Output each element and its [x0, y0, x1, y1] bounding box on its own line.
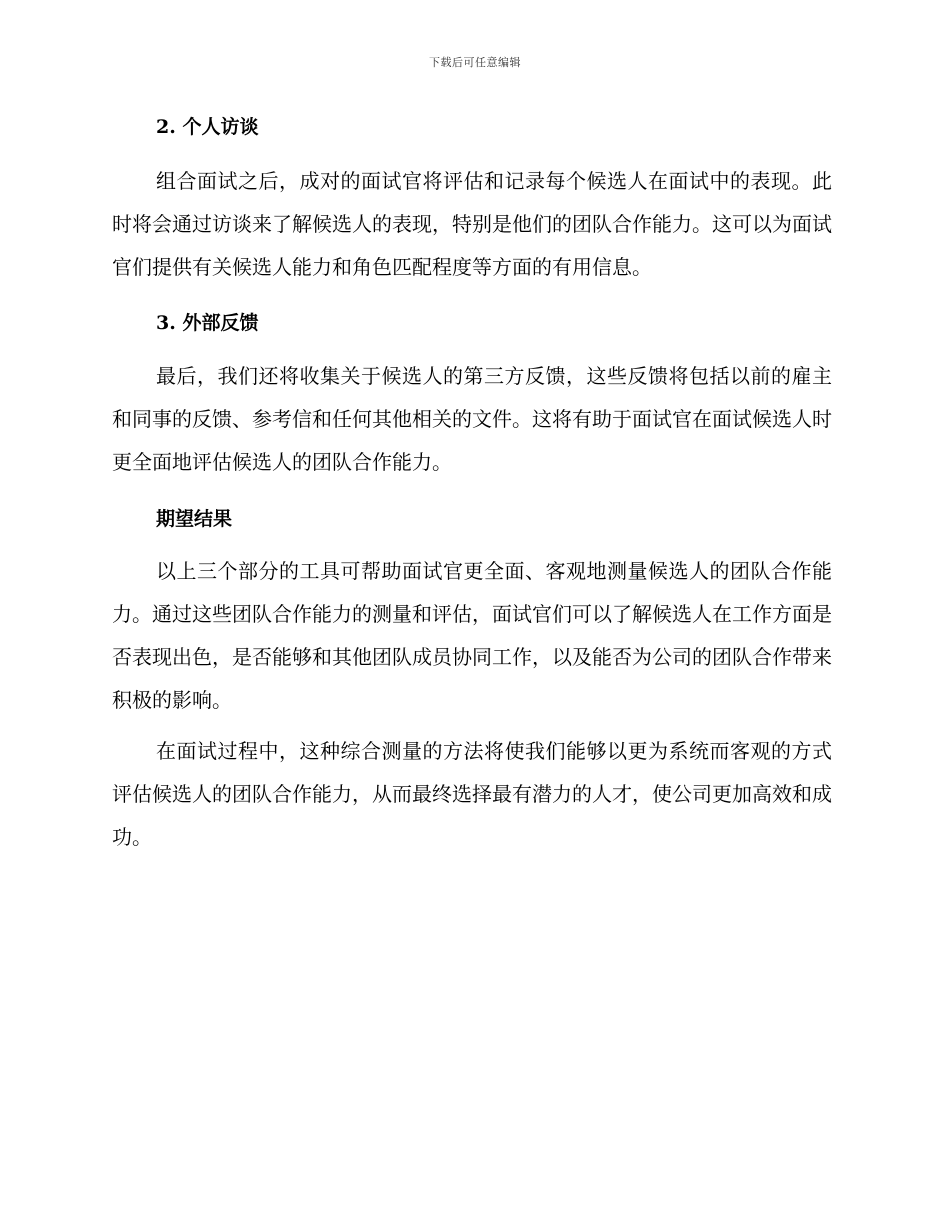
section-heading-interview: 2. 个人访谈 — [156, 116, 259, 138]
section-heading-expected-results: 期望结果 — [156, 508, 233, 530]
section-heading-external-feedback: 3. 外部反馈 — [156, 312, 259, 334]
page-header: 下载后可任意编辑 — [429, 56, 521, 69]
paragraph-interview: 组合面试之后，成对的面试官将评估和记录每个候选人在面试中的表现。此时将会通过访谈来了解候选人的表现，特别是他们的团队合作能力。这可以为面试官们提供有关候选人能力和角色匹配程度等方面的有用信息。 — [112, 169, 832, 279]
paragraph-expected-results: 以上三个部分的工具可帮助面试官更全面、客观地测量候选人的团队合作能力。通过这些团队合作能力的测量和评估，面试官们可以了解候选人在工作方面是否表现出色，是否能够和其他团队成员协同工作，以及能否为公司的团队合作带来积极的影响。 — [112, 559, 832, 712]
paragraph-closing: 在面试过程中，这种综合测量的方法将使我们能够以更为系统而客观的方式评估候选人的团队合作能力，从而最终选择最有潜力的人才，使公司更加高效和成功。 — [112, 739, 832, 849]
paragraph-external-feedback: 最后，我们还将收集关于候选人的第三方反馈，这些反馈将包括以前的雇主和同事的反馈、参考信和任何其他相关的文件。这将有助于面试官在面试候选人时更全面地评估候选人的团队合作能力。 — [112, 364, 832, 474]
